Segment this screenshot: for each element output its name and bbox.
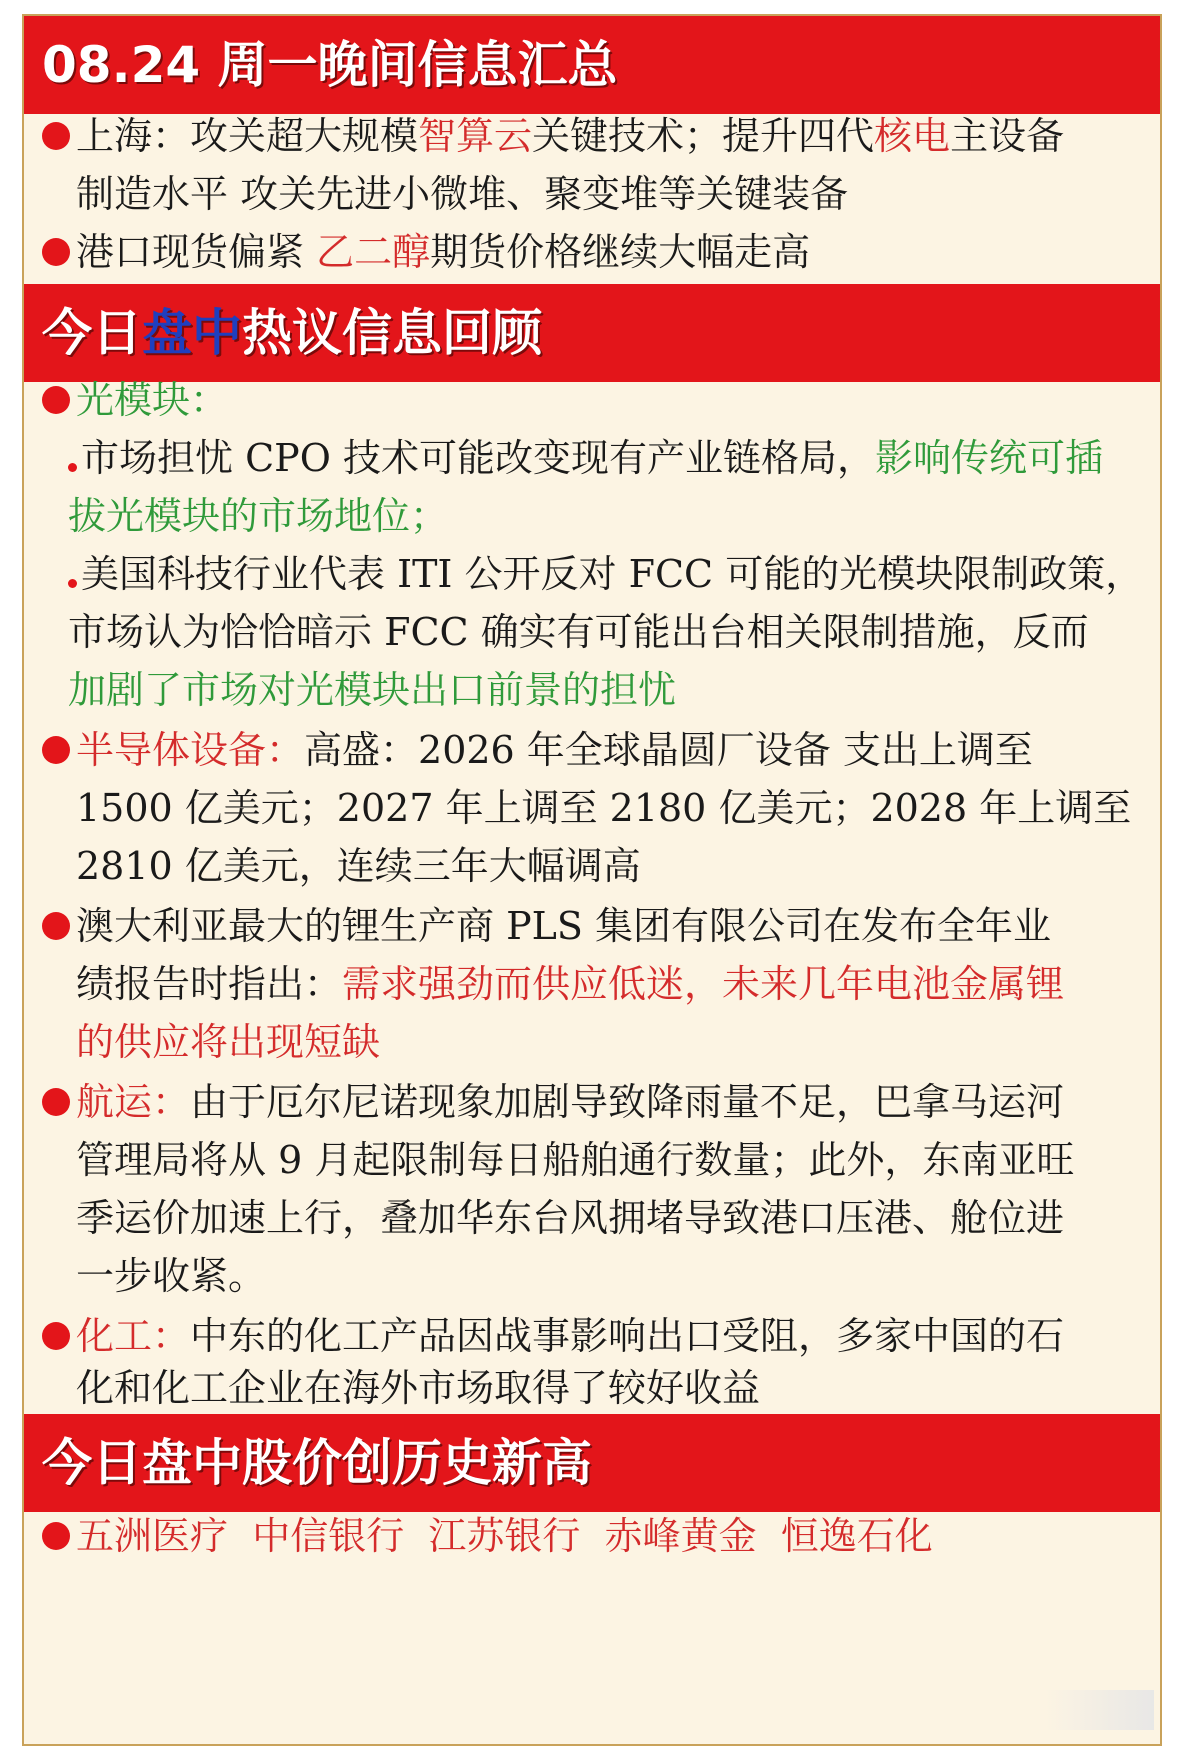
news-text: 高盛：2026 年全球晶圆厂设备 支出上调至: [304, 728, 1033, 772]
stock-name: 恒逸石化: [780, 1514, 933, 1558]
bullet-dot-icon: [42, 1088, 70, 1116]
highlight-text: 乙二醇: [316, 230, 431, 274]
highlight-text: 核电: [874, 114, 951, 158]
news-text: 1500 亿美元；2027 年上调至 2180 亿美元；2028 年上调至: [76, 786, 1132, 830]
news-item-shanghai: [42, 104, 1142, 169]
lithium-cont2: [42, 1010, 1142, 1075]
news-text: 由于厄尔尼诺现象加剧导致降雨量不足，巴拿马运河: [190, 1080, 1065, 1124]
stock-name: 江苏银行: [428, 1514, 581, 1558]
topic-label: 化工：: [76, 1314, 191, 1358]
news-text: 季运价加速上行，叠加华东台风拥堵导致港口压港、舱位进: [76, 1196, 1065, 1240]
news-text: 中东的化工产品因战事影响出口受阻，多家中国的石: [190, 1314, 1065, 1358]
news-item-shanghai-cont: [42, 162, 1142, 227]
news-text: 港口现货偏紧: [76, 230, 317, 274]
optical-bullet-2: [68, 542, 1142, 607]
news-text: 美国科技行业代表 ITI 公开反对 FCC 可能的光模块限制政策，: [81, 552, 1144, 596]
highlight-text: 智算云: [418, 114, 533, 158]
stock-name: 中信银行: [252, 1514, 405, 1558]
section-title: 今日: [42, 304, 142, 362]
highlight-text: 拔光模块的市场地位；: [68, 494, 449, 538]
news-text: 市场担忧 CPO 技术可能改变现有产业链格局，: [81, 436, 875, 480]
topic-label: 航运：: [76, 1080, 191, 1124]
topic-lithium: [42, 894, 1142, 959]
bullet-dot-icon: [42, 238, 70, 266]
bullet-dot-icon: [42, 122, 70, 150]
chemical-cont: [42, 1356, 1142, 1421]
stock-name: 五洲医疗: [76, 1514, 229, 1558]
news-text: 一步收紧。: [76, 1254, 267, 1298]
news-card: [22, 14, 1162, 1746]
highlight-text: 的供应将出现短缺: [76, 1020, 381, 1064]
shipping-cont2: [42, 1186, 1142, 1251]
news-text: 制造水平 攻关先进小微堆、聚变堆等关键装备: [76, 172, 849, 216]
highlight-text: 影响传统可插: [874, 436, 1103, 480]
small-bullet-icon: [68, 579, 77, 588]
optical-bullet-1-cont: [68, 484, 1142, 549]
news-text: 上海：攻关超大规模: [76, 114, 419, 158]
news-text: 绩报告时指出：: [76, 962, 343, 1006]
news-text: 市场认为恰恰暗示 FCC 确实有可能出台相关限制措施，反而: [68, 610, 1089, 654]
news-text: 主设备: [950, 114, 1065, 158]
semiconductor-cont2: [42, 834, 1142, 899]
stock-list: [42, 1504, 1142, 1569]
topic-label: 半导体设备：: [76, 728, 305, 772]
section-banner-record-highs: [24, 1414, 1160, 1512]
news-item-port: [42, 220, 1142, 285]
topic-label: 光模块：: [76, 378, 229, 422]
highlight-text: 需求强劲而供应低迷，未来几年电池金属锂: [342, 962, 1065, 1006]
news-text: 管理局将从 9 月起限制每日船舶通行数量；此外，东南亚旺: [76, 1138, 1075, 1182]
news-text: 关键技术；提升四代: [532, 114, 875, 158]
small-bullet-icon: [68, 463, 77, 472]
topic-semiconductor: [42, 718, 1142, 783]
lithium-cont: [42, 952, 1142, 1017]
shipping-cont3: [42, 1244, 1142, 1309]
optical-bullet-2-cont2: [68, 658, 1142, 723]
topic-optical: [42, 368, 1142, 433]
watermark-overlay: [1044, 1690, 1154, 1730]
topic-shipping: [42, 1070, 1142, 1135]
optical-bullet-1: [68, 426, 1142, 491]
bullet-dot-icon: [42, 1522, 70, 1550]
semiconductor-cont: [42, 776, 1142, 841]
bullet-dot-icon: [42, 386, 70, 414]
section-title: 今日盘中股价创历史新高: [42, 1434, 592, 1492]
stock-name: 赤峰黄金: [604, 1514, 757, 1558]
news-text: 澳大利亚最大的锂生产商 PLS 集团有限公司在发布全年业: [76, 904, 1051, 948]
news-text: 期货价格继续大幅走高: [430, 230, 811, 274]
bullet-dot-icon: [42, 736, 70, 764]
bullet-dot-icon: [42, 1322, 70, 1350]
shipping-cont: [42, 1128, 1142, 1193]
optical-bullet-2-cont: [68, 600, 1142, 665]
page-title: 08.24 周一晚间信息汇总: [42, 36, 618, 94]
section-title: 热议信息回顾: [242, 304, 542, 362]
highlight-text: 加剧了市场对光模块出口前景的担忧: [68, 668, 677, 712]
news-text: 化和化工企业在海外市场取得了较好收益: [76, 1366, 761, 1410]
bullet-dot-icon: [42, 912, 70, 940]
news-text: 2810 亿美元，连续三年大幅调高: [76, 844, 641, 888]
title-banner: [24, 16, 1160, 114]
section-title-highlight: 盘中: [142, 304, 242, 362]
